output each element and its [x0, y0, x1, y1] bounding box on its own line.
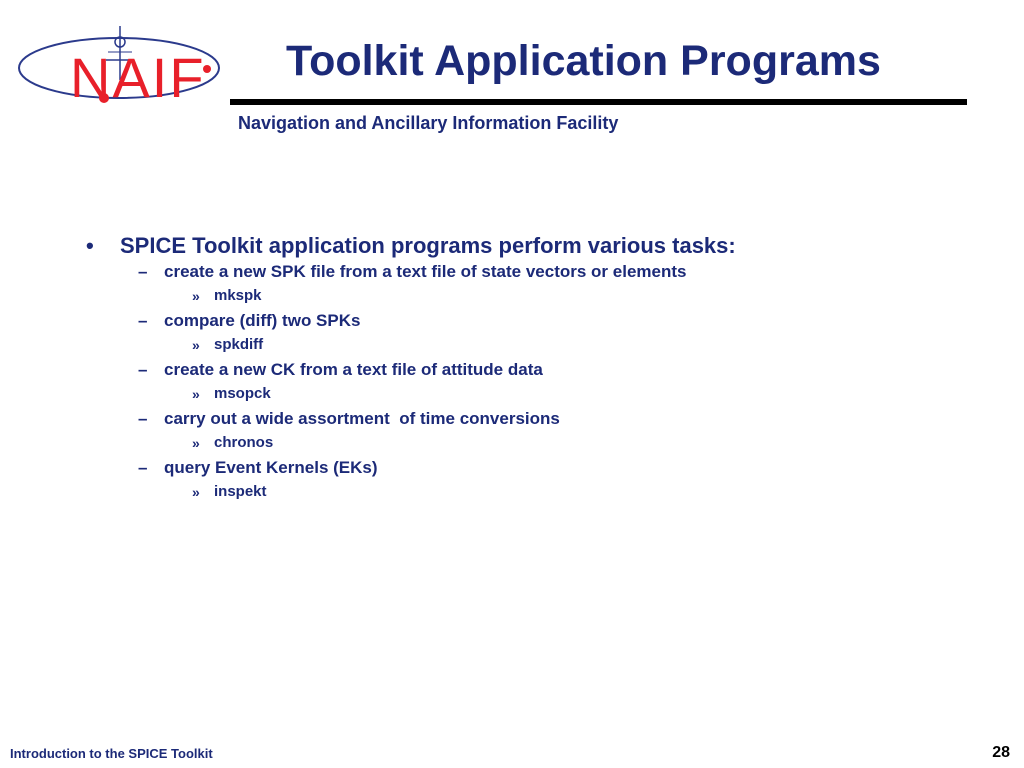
task-text: create a new SPK file from a text file of state vectors or elements	[164, 262, 687, 281]
bullet-dot-icon: •	[86, 233, 94, 258]
page-number: 28	[992, 744, 1010, 761]
naif-logo	[14, 22, 228, 108]
program-item	[86, 333, 986, 358]
program-name: mkspk	[214, 287, 262, 304]
chevron-icon: »	[192, 435, 200, 451]
chevron-icon: »	[192, 337, 200, 353]
logo-text: NAIF	[70, 46, 206, 109]
program-item	[86, 431, 986, 456]
dash-icon: –	[138, 311, 148, 330]
chevron-icon: »	[192, 484, 200, 500]
slide-title: Toolkit Application Programs	[286, 37, 881, 85]
task-item	[86, 309, 986, 333]
dash-icon: –	[138, 458, 148, 477]
dash-icon: –	[138, 360, 148, 379]
task-text: carry out a wide assortment of time conversions	[164, 409, 560, 428]
dash-icon: –	[138, 262, 148, 281]
title-divider	[230, 99, 967, 105]
task-item	[86, 456, 986, 480]
program-item	[86, 284, 986, 309]
program-name: chronos	[214, 434, 274, 451]
program-item	[86, 382, 986, 407]
task-item	[86, 358, 986, 382]
bullet-content	[86, 232, 986, 505]
task-item	[86, 260, 986, 284]
footer-caption: Introduction to the SPICE Toolkit	[10, 746, 213, 761]
program-name: inspekt	[214, 483, 267, 500]
main-bullet	[86, 232, 986, 260]
program-name: spkdiff	[214, 336, 264, 353]
task-item	[86, 407, 986, 431]
program-name: msopck	[214, 385, 271, 402]
task-text: create a new CK from a text file of attitude data	[164, 360, 543, 379]
program-item	[86, 480, 986, 505]
task-text: query Event Kernels (EKs)	[164, 458, 378, 477]
chevron-icon: »	[192, 288, 200, 304]
slide-subtitle: Navigation and Ancillary Information Facility	[238, 113, 619, 133]
dash-icon: –	[138, 409, 148, 428]
chevron-icon: »	[192, 386, 200, 402]
task-text: compare (diff) two SPKs	[164, 311, 361, 330]
main-bullet-text: SPICE Toolkit application programs perform various tasks:	[120, 233, 736, 258]
